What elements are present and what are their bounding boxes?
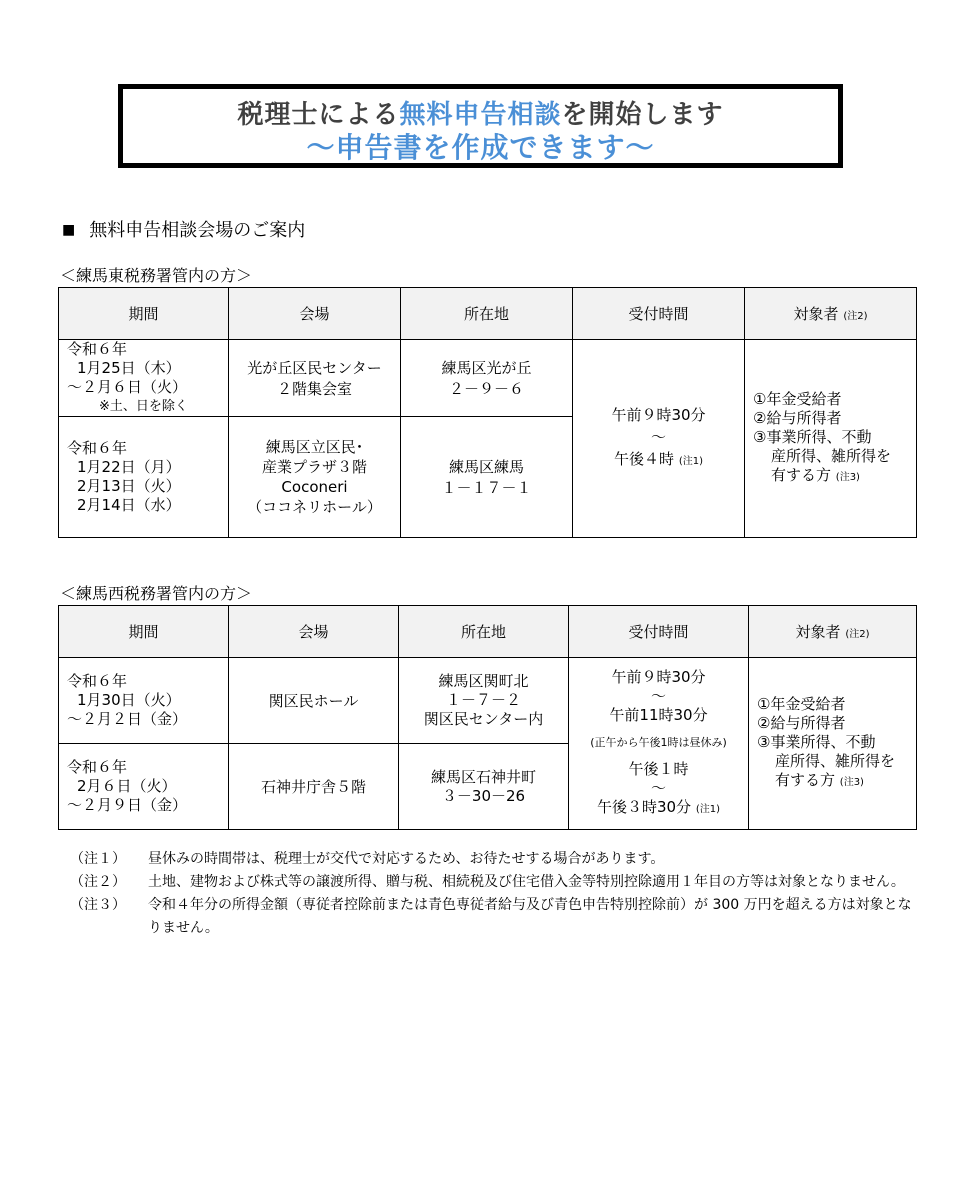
section-heading xyxy=(62,218,305,243)
venue-line: 産業プラザ３階 xyxy=(261,458,367,476)
period-end: ～２月２日（金） xyxy=(67,710,188,728)
header-period: 期間 xyxy=(59,606,229,658)
venue-line: 光が丘区民センター xyxy=(247,359,382,377)
table-row xyxy=(59,658,917,744)
period-cell xyxy=(59,658,229,744)
target-cell xyxy=(749,658,917,830)
section-heading-text: 無料申告相談会場のご案内 xyxy=(89,220,306,241)
venue-line: 練馬区立区民･ xyxy=(265,438,364,456)
east-venue-table xyxy=(58,287,917,538)
header-period: 期間 xyxy=(59,288,229,340)
west-table-caption: ＜練馬西税務署管内の方＞ xyxy=(60,584,253,603)
target-item: ③事業所得、不動 xyxy=(757,733,876,751)
hours-cell xyxy=(569,658,749,830)
title-highlight: 無料申告相談 xyxy=(399,100,562,130)
header-venue: 会場 xyxy=(229,606,399,658)
west-venue-table xyxy=(58,605,917,830)
address-line: １－１７－１ xyxy=(441,479,532,497)
header-hours: 受付時間 xyxy=(569,606,749,658)
address-line: ２－９－６ xyxy=(448,380,524,398)
table-row xyxy=(59,340,917,417)
period-year: 令和６年 xyxy=(67,340,128,358)
period-year: 令和６年 xyxy=(67,672,128,690)
lunch-break-note: (正午から午後1時は昼休み) xyxy=(590,736,727,749)
venue-line: ２階集会室 xyxy=(276,380,352,398)
address-line: 練馬区光が丘 xyxy=(441,359,532,377)
hours-tilde: ～ xyxy=(650,687,666,705)
address-line: １－７－２ xyxy=(445,691,521,709)
target-item: ①年金受給者 xyxy=(757,695,846,713)
hours-note: (注1) xyxy=(678,456,703,467)
period-start: 2月６日（火） xyxy=(77,777,177,795)
period-cell xyxy=(59,340,229,417)
footnote xyxy=(70,894,920,940)
header-target xyxy=(745,288,917,340)
address-cell xyxy=(399,744,569,830)
title-text-post: を開始します xyxy=(561,100,724,130)
target-cell xyxy=(745,340,917,538)
header-address: 所在地 xyxy=(399,606,569,658)
hours-note: (注1) xyxy=(695,804,721,815)
venue-cell: 関区民ホール xyxy=(229,658,399,744)
title-text-pre: 税理士による xyxy=(237,100,400,130)
footnote-label: （注２） xyxy=(70,874,126,890)
period-start: 1月25日（木） xyxy=(77,359,181,377)
address-cell xyxy=(399,658,569,744)
title-box xyxy=(118,84,843,168)
target-item: ①年金受給者 xyxy=(753,390,842,408)
target-item: 有する方 xyxy=(771,466,832,484)
table-header-row xyxy=(59,606,917,658)
address-cell xyxy=(401,340,573,417)
footnote xyxy=(70,871,920,894)
header-target xyxy=(749,606,917,658)
hours-cell xyxy=(573,340,745,538)
venue-line: Coconeri xyxy=(281,478,348,496)
address-cell xyxy=(401,417,573,538)
target-item: ②給与所得者 xyxy=(753,409,842,427)
target-item: ③事業所得、不動 xyxy=(753,428,872,446)
hours-am-end: 午前11時30分 xyxy=(609,706,708,724)
target-item: ②給与所得者 xyxy=(757,714,846,732)
header-address: 所在地 xyxy=(401,288,573,340)
period-date: 2月13日（火） xyxy=(77,477,181,495)
venue-cell: 石神井庁舎５階 xyxy=(229,744,399,830)
east-table-caption: ＜練馬東税務署管内の方＞ xyxy=(60,266,253,285)
square-bullet-icon: ■ xyxy=(62,222,76,238)
period-date: 1月22日（月） xyxy=(77,458,181,476)
hours-tilde: ～ xyxy=(650,428,666,446)
title-subtitle: ～申告書を作成できます～ xyxy=(306,131,655,164)
address-line: 練馬区関町北 xyxy=(438,672,529,690)
period-cell xyxy=(59,417,229,538)
hours-end: 午後４時 xyxy=(614,450,675,468)
footnote-text: 令和４年分の所得金額（専従者控除前または青色専従者給与及び青色申告特別控除前）が 300 万円を超える方は対象となりません。 xyxy=(148,897,912,936)
target-note: (注3) xyxy=(839,777,864,788)
address-line: 練馬区石神井町 xyxy=(430,767,536,786)
header-target-note: (注2) xyxy=(845,629,870,640)
header-venue: 会場 xyxy=(229,288,401,340)
period-year: 令和６年 xyxy=(67,439,128,457)
address-line: ３－30－26 xyxy=(441,786,526,805)
hours-am-start: 午前９時30分 xyxy=(611,668,706,686)
footnote-text: 昼休みの時間帯は、税理士が交代で対応するため、お待たせする場合があります。 xyxy=(148,851,665,867)
period-year: 令和６年 xyxy=(67,758,128,776)
address-line: 練馬区練馬 xyxy=(448,458,524,476)
header-target-note: (注2) xyxy=(843,311,868,322)
footnote-label: （注３） xyxy=(70,897,126,913)
hours-pm-end: 午後３時30分 xyxy=(596,798,692,816)
address-line: 関区民センター内 xyxy=(423,710,544,728)
header-target-label: 対象者 xyxy=(793,305,839,323)
footnote-label: （注１） xyxy=(70,851,126,867)
period-cell xyxy=(59,744,229,830)
hours-tilde: ～ xyxy=(650,779,666,797)
target-item: 有する方 xyxy=(775,771,836,789)
period-end: ～２月６日（火） xyxy=(67,378,188,396)
title-line1 xyxy=(123,99,838,131)
target-note: (注3) xyxy=(835,472,860,483)
header-hours: 受付時間 xyxy=(573,288,745,340)
period-end: ～２月９日（金） xyxy=(67,796,188,814)
table-header-row xyxy=(59,288,917,340)
period-note: ※土、日を除く xyxy=(99,399,188,414)
header-target-label: 対象者 xyxy=(795,623,841,641)
period-date: 2月14日（水） xyxy=(77,496,181,514)
period-start: 1月30日（火） xyxy=(77,691,181,709)
footnote-text: 土地、建物および株式等の譲渡所得、贈与税、相続税及び住宅借入金等特別控除適用１年目の方等は対象となりません。 xyxy=(148,874,905,890)
hours-pm-start: 午後１時 xyxy=(628,760,689,778)
hours-start: 午前９時30分 xyxy=(611,406,706,424)
venue-cell xyxy=(229,417,401,538)
footnotes xyxy=(70,848,920,940)
target-item: 産所得、雑所得を xyxy=(775,752,896,770)
target-item: 産所得、雑所得を xyxy=(771,447,892,465)
venue-line: （ココネリホール） xyxy=(247,498,382,516)
venue-cell xyxy=(229,340,401,417)
footnote xyxy=(70,848,920,871)
